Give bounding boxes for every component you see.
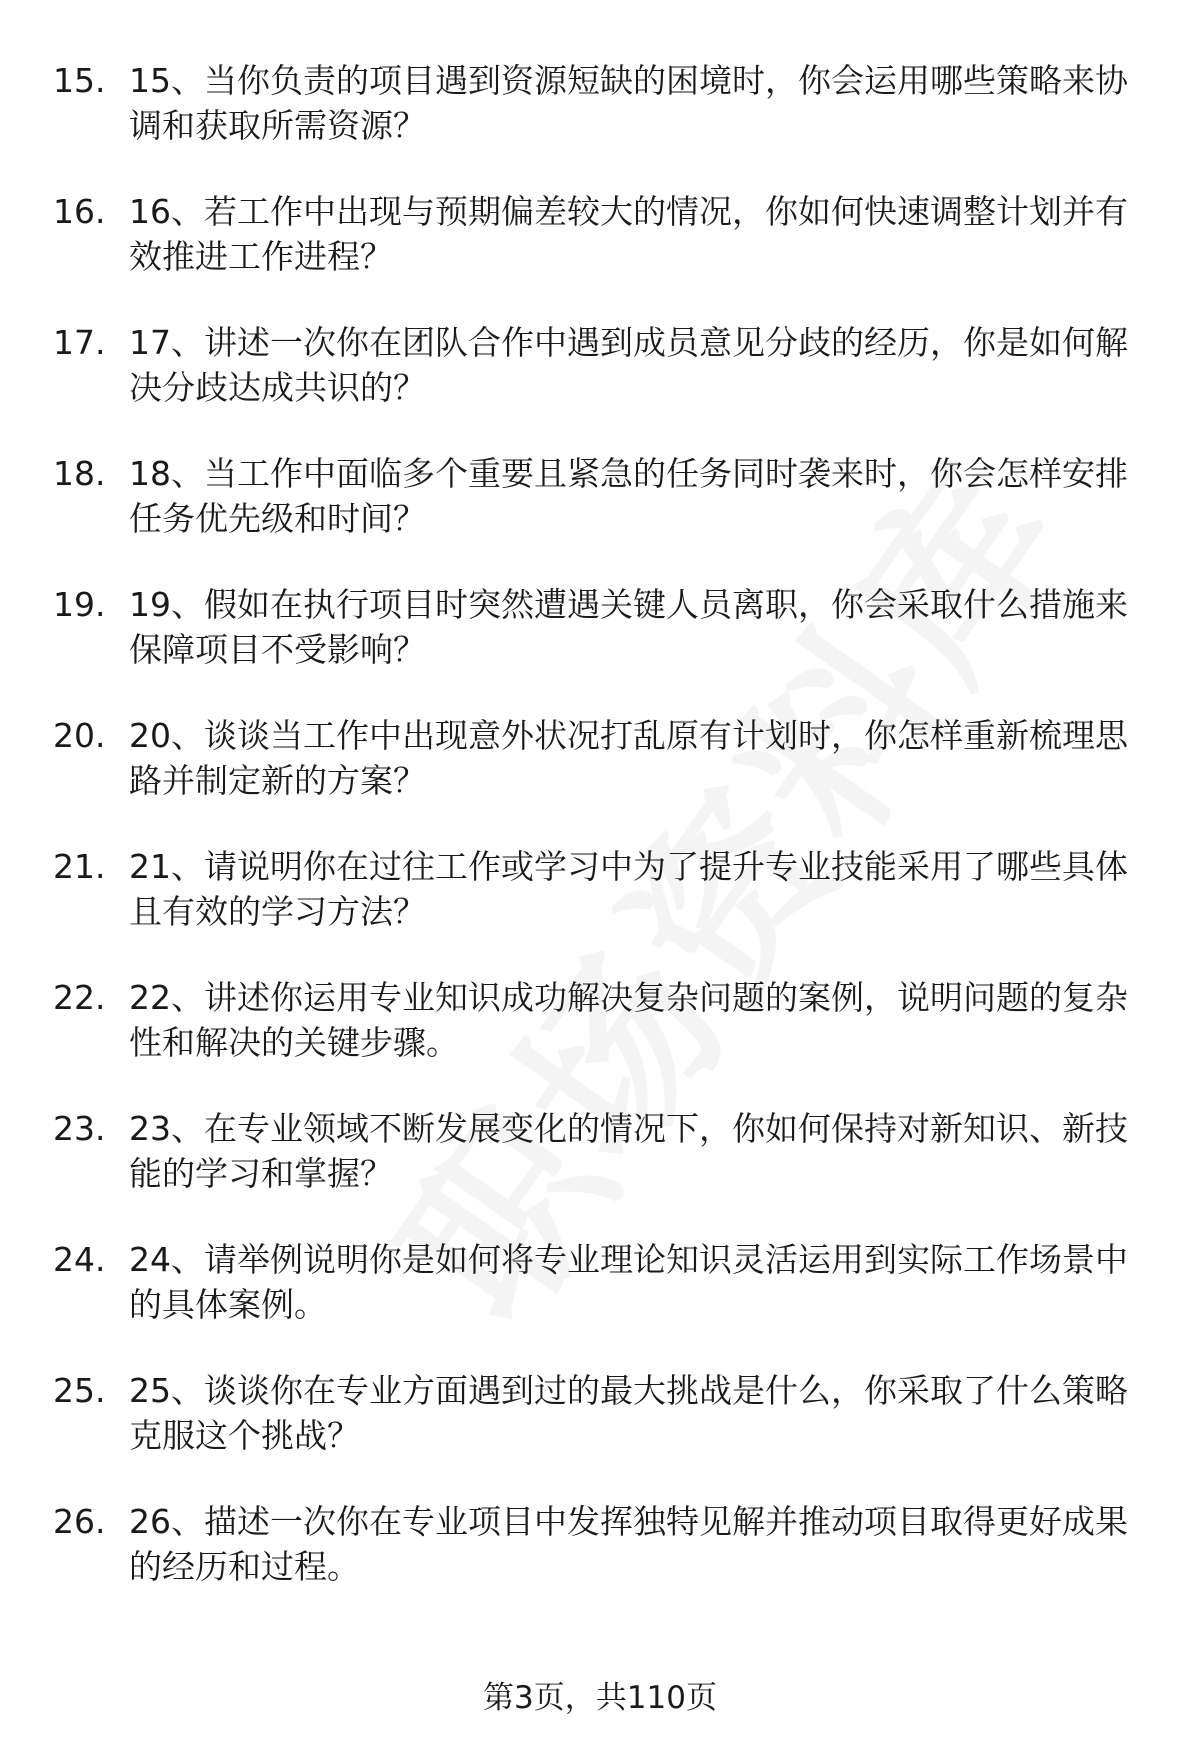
question-text: 24、请举例说明你是如何将专业理论知识灵活运用到实际工作场景中的具体案例。 xyxy=(129,1240,1128,1324)
question-text: 20、谈谈当工作中出现意外状况打乱原有计划时，你怎样重新梳理思路并制定新的方案？ xyxy=(129,716,1128,800)
question-number: 20. xyxy=(53,716,106,755)
question-number: 16. xyxy=(53,192,106,231)
list-item xyxy=(0,189,1200,320)
question-number: 25. xyxy=(53,1371,106,1410)
list-item xyxy=(0,582,1200,713)
question-text: 21、请说明你在过往工作或学习中为了提升专业技能采用了哪些具体且有效的学习方法？ xyxy=(129,847,1128,931)
question-text: 23、在专业领域不断发展变化的情况下，你如何保持对新知识、新技能的学习和掌握？ xyxy=(129,1109,1128,1193)
list-item xyxy=(0,1106,1200,1237)
question-number: 22. xyxy=(53,978,106,1017)
question-text: 17、讲述一次你在团队合作中遇到成员意见分歧的经历，你是如何解决分歧达成共识的？ xyxy=(129,323,1128,407)
question-number: 26. xyxy=(53,1502,106,1541)
question-text: 16、若工作中出现与预期偏差较大的情况，你如何快速调整计划并有效推进工作进程？ xyxy=(129,192,1128,276)
list-item xyxy=(0,713,1200,844)
question-text: 25、谈谈你在专业方面遇到过的最大挑战是什么，你采取了什么策略克服这个挑战？ xyxy=(129,1371,1128,1455)
question-list xyxy=(0,58,1200,1630)
list-item xyxy=(0,451,1200,582)
question-number: 23. xyxy=(53,1109,106,1148)
page-footer: 第3页，共110页 xyxy=(483,1680,717,1716)
list-item xyxy=(0,975,1200,1106)
question-text: 26、描述一次你在专业项目中发挥独特见解并推动项目取得更好成果的经历和过程。 xyxy=(129,1502,1128,1586)
question-number: 19. xyxy=(53,585,106,624)
list-item xyxy=(0,844,1200,975)
question-text: 15、当你负责的项目遇到资源短缺的困境时，你会运用哪些策略来协调和获取所需资源？ xyxy=(129,61,1128,145)
list-item xyxy=(0,58,1200,189)
question-number: 24. xyxy=(53,1240,106,1279)
question-number: 21. xyxy=(53,847,106,886)
list-item xyxy=(0,320,1200,451)
question-number: 18. xyxy=(53,454,106,493)
question-text: 22、讲述你运用专业知识成功解决复杂问题的案例，说明问题的复杂性和解决的关键步骤。 xyxy=(129,978,1128,1062)
question-text: 19、假如在执行项目时突然遭遇关键人员离职，你会采取什么措施来保障项目不受影响？ xyxy=(129,585,1128,669)
list-item xyxy=(0,1237,1200,1368)
question-number: 17. xyxy=(53,323,106,362)
list-item xyxy=(0,1499,1200,1630)
question-text: 18、当工作中面临多个重要且紧急的任务同时袭来时，你会怎样安排任务优先级和时间？ xyxy=(129,454,1128,538)
list-item xyxy=(0,1368,1200,1499)
question-number: 15. xyxy=(53,61,106,100)
